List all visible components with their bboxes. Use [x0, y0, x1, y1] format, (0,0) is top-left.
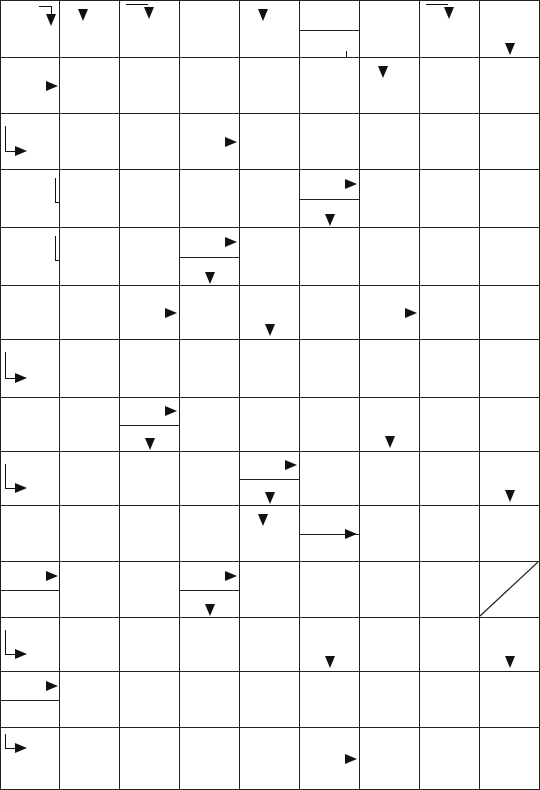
clue-cell [0, 562, 60, 618]
answer-cell[interactable] [60, 114, 120, 170]
arrow-down-icon [46, 14, 56, 26]
answer-cell[interactable] [60, 340, 120, 398]
answer-cell[interactable] [120, 340, 180, 398]
arrow-right-icon [225, 237, 237, 247]
answer-cell[interactable] [420, 452, 480, 506]
answer-cell[interactable] [120, 114, 180, 170]
answer-cell[interactable] [480, 506, 540, 562]
arrow-right-icon [345, 179, 357, 189]
answer-cell[interactable] [0, 618, 60, 672]
clue-cell [120, 398, 180, 452]
clue-divider [1, 590, 59, 591]
arrow-right-icon [15, 743, 27, 753]
answer-cell[interactable] [120, 672, 180, 728]
answer-cell[interactable] [60, 728, 120, 790]
clue-divider [120, 425, 179, 426]
answer-cell[interactable] [480, 58, 540, 114]
bend-line [55, 178, 56, 202]
arrow-right-icon [345, 529, 357, 539]
bend-line [55, 236, 56, 260]
clue-cell [0, 58, 60, 114]
arrow-down-icon [505, 490, 515, 502]
clue-cell [0, 228, 60, 286]
clue-divider [240, 479, 299, 480]
answer-cell[interactable] [420, 58, 480, 114]
arrow-right-icon [225, 137, 237, 147]
answer-cell[interactable] [120, 170, 180, 228]
answer-cell[interactable] [240, 58, 300, 114]
clue-text [3, 507, 57, 560]
clue-cell [180, 228, 240, 286]
answer-cell[interactable] [420, 0, 480, 58]
answer-cell[interactable] [120, 58, 180, 114]
answer-cell[interactable] [240, 398, 300, 452]
answer-cell[interactable] [480, 728, 540, 790]
answer-cell[interactable] [300, 340, 360, 398]
answer-cell[interactable] [360, 562, 420, 618]
answer-cell[interactable] [0, 114, 60, 170]
clue-cell [180, 114, 240, 170]
answer-cell[interactable] [360, 114, 420, 170]
clue-cell [240, 452, 300, 506]
arrow-down-icon [505, 43, 515, 55]
clue-text [3, 399, 57, 450]
answer-cell[interactable] [60, 286, 120, 340]
answer-cell[interactable] [60, 618, 120, 672]
arrow-down-icon [145, 438, 155, 450]
answer-cell[interactable] [240, 672, 300, 728]
answer-cell[interactable] [0, 340, 60, 398]
clue-text [302, 30, 357, 57]
answer-cell[interactable] [360, 728, 420, 790]
answer-cell[interactable] [60, 452, 120, 506]
answer-cell[interactable] [240, 340, 300, 398]
answer-cell[interactable] [300, 398, 360, 452]
answer-cell[interactable] [420, 618, 480, 672]
answer-cell[interactable] [480, 170, 540, 228]
clue-cell [180, 562, 240, 618]
answer-cell[interactable] [240, 562, 300, 618]
answer-cell[interactable] [300, 452, 360, 506]
answer-cell[interactable] [120, 618, 180, 672]
clue-cell [0, 398, 60, 452]
answer-cell[interactable] [180, 340, 240, 398]
clue-cell [300, 506, 360, 562]
answer-cell[interactable] [240, 170, 300, 228]
answer-cell[interactable] [360, 672, 420, 728]
arrow-down-icon [444, 7, 454, 19]
answer-cell[interactable] [420, 228, 480, 286]
arrow-right-icon [15, 373, 27, 383]
clue-cell [300, 0, 360, 58]
clue-cell [480, 452, 540, 506]
answer-cell[interactable] [240, 228, 300, 286]
clue-cell [0, 170, 60, 228]
arrow-right-icon [46, 681, 58, 691]
clue-cell [480, 618, 540, 672]
answer-cell[interactable] [480, 398, 540, 452]
answer-cell[interactable] [300, 286, 360, 340]
answer-cell[interactable] [300, 58, 360, 114]
clue-cell [0, 0, 60, 58]
arrow-right-icon [345, 754, 357, 764]
clue-divider [180, 257, 239, 258]
arrow-down-icon [205, 604, 215, 616]
answer-cell[interactable] [360, 228, 420, 286]
answer-cell[interactable] [300, 228, 360, 286]
answer-cell[interactable] [360, 452, 420, 506]
clue-cell [0, 506, 60, 562]
answer-cell[interactable] [60, 228, 120, 286]
answer-cell[interactable] [420, 286, 480, 340]
answer-cell[interactable] [60, 398, 120, 452]
clue-cell [300, 170, 360, 228]
answer-cell[interactable] [60, 58, 120, 114]
arrow-down-icon [505, 656, 515, 668]
answer-cell[interactable] [120, 228, 180, 286]
clue-cell [480, 0, 540, 58]
answer-cell[interactable] [120, 452, 180, 506]
answer-cell[interactable] [360, 618, 420, 672]
answer-cell[interactable] [180, 506, 240, 562]
clue-divider [300, 30, 359, 31]
clue-cell [240, 286, 300, 340]
answer-cell[interactable] [420, 340, 480, 398]
arrow-right-icon [225, 571, 237, 581]
answer-cell[interactable] [360, 506, 420, 562]
clue-text [302, 2, 357, 29]
answer-cell[interactable] [420, 672, 480, 728]
clue-cell [300, 728, 360, 790]
answer-cell[interactable] [180, 398, 240, 452]
clue-text [3, 171, 57, 226]
answer-cell[interactable] [420, 728, 480, 790]
answer-cell[interactable] [300, 562, 360, 618]
arrow-right-icon [165, 406, 177, 416]
answer-cell[interactable] [420, 114, 480, 170]
arrow-right-icon [285, 460, 297, 470]
answer-cell[interactable] [60, 672, 120, 728]
arrow-down-icon [325, 656, 335, 668]
arrow-right-icon [405, 308, 417, 318]
arrow-right-icon [15, 146, 27, 156]
answer-cell[interactable] [180, 286, 240, 340]
answer-cell[interactable] [480, 562, 540, 618]
answer-cell[interactable] [120, 562, 180, 618]
arrow-right-icon [46, 81, 58, 91]
clue-cell [0, 672, 60, 728]
answer-cell[interactable] [180, 618, 240, 672]
answer-cell[interactable] [60, 170, 120, 228]
clue-text [182, 2, 237, 56]
arrow-down-icon [325, 214, 335, 226]
answer-cell[interactable] [420, 170, 480, 228]
answer-cell[interactable] [300, 672, 360, 728]
answer-cell[interactable] [60, 0, 120, 58]
clue-text [3, 287, 57, 338]
arrow-down-icon [205, 272, 215, 284]
answer-cell[interactable] [180, 58, 240, 114]
clue-cell [300, 618, 360, 672]
arrow-down-icon [378, 66, 388, 78]
answer-cell[interactable] [360, 340, 420, 398]
answer-cell[interactable] [180, 452, 240, 506]
clue-cell [360, 0, 420, 58]
answer-cell[interactable] [60, 562, 120, 618]
answer-cell[interactable] [480, 672, 540, 728]
arrow-right-icon [15, 483, 27, 493]
answer-cell[interactable] [240, 0, 300, 58]
answer-cell[interactable] [420, 506, 480, 562]
arrow-down-icon [265, 492, 275, 504]
clue-divider [1, 700, 59, 701]
clue-text [362, 2, 417, 56]
answer-cell[interactable] [420, 398, 480, 452]
answer-cell[interactable] [60, 506, 120, 562]
answer-cell[interactable] [120, 0, 180, 58]
answer-cell[interactable] [300, 114, 360, 170]
answer-cell[interactable] [180, 170, 240, 228]
arrow-down-icon [265, 324, 275, 336]
clue-cell [180, 0, 240, 58]
arrow-right-icon [46, 571, 58, 581]
answer-cell[interactable] [0, 452, 60, 506]
arrow-down-icon [78, 9, 88, 21]
clue-text [3, 700, 57, 726]
answer-cell[interactable] [120, 728, 180, 790]
clue-cell [120, 286, 180, 340]
answer-cell[interactable] [240, 114, 300, 170]
arrow-down-icon [385, 436, 395, 448]
answer-cell[interactable] [360, 58, 420, 114]
answer-cell[interactable] [480, 228, 540, 286]
answer-cell[interactable] [180, 728, 240, 790]
answer-cell[interactable] [240, 618, 300, 672]
arrow-down-icon [258, 514, 268, 526]
answer-cell[interactable] [360, 170, 420, 228]
arrow-right-icon [15, 649, 27, 659]
arrow-right-icon [165, 308, 177, 318]
answer-cell[interactable] [240, 506, 300, 562]
arrow-down-icon [258, 9, 268, 21]
clue-cell [360, 286, 420, 340]
clue-text [3, 229, 57, 284]
clue-cell [360, 398, 420, 452]
answer-cell[interactable] [480, 286, 540, 340]
clue-cell [0, 286, 60, 340]
answer-cell[interactable] [480, 114, 540, 170]
clue-divider [180, 590, 239, 591]
answer-cell[interactable] [420, 562, 480, 618]
arrow-down-icon [144, 7, 154, 19]
clue-divider [300, 199, 359, 200]
answer-cell[interactable] [480, 340, 540, 398]
answer-cell[interactable] [120, 506, 180, 562]
answer-cell[interactable] [0, 728, 60, 790]
answer-cell[interactable] [180, 672, 240, 728]
diagonal-divider [480, 562, 540, 618]
answer-cell[interactable] [240, 728, 300, 790]
clue-text [3, 590, 57, 616]
